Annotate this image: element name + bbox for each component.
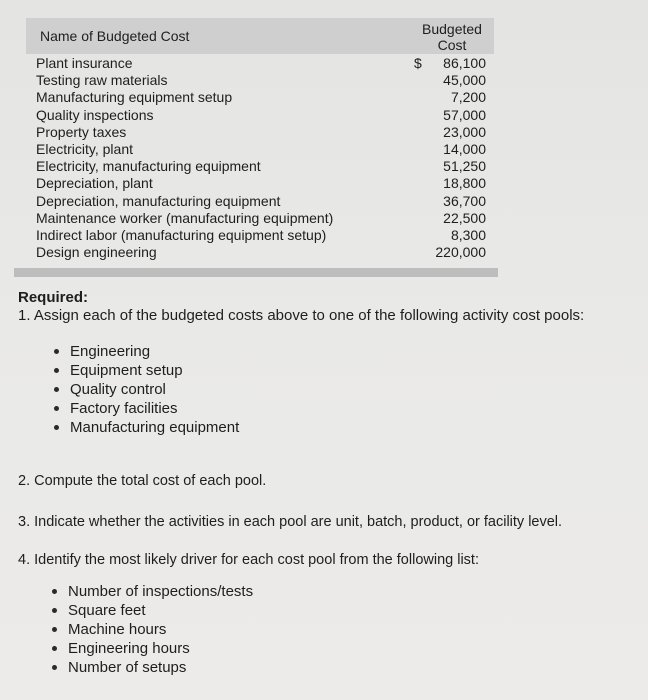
bullet-icon (54, 406, 59, 411)
table-header (26, 18, 494, 54)
row-label: Plant insurance (36, 55, 133, 71)
bullet-icon (52, 589, 57, 594)
row-value: 7,200 (450, 89, 486, 106)
table-bottom-rule (14, 268, 498, 277)
bullet-icon (52, 646, 57, 651)
pool-label: Factory facilities (70, 400, 178, 417)
list-item (50, 601, 253, 620)
driver-label: Engineering hours (68, 640, 190, 657)
row-value: 8,300 (450, 226, 486, 243)
row-value: 18,800 (443, 175, 486, 192)
question-3: 3. Indicate whether the activities in each pool are unit, batch, product, or facility level. (18, 514, 563, 530)
table-row (26, 227, 494, 244)
row-label: Depreciation, manufacturing equipment (36, 192, 281, 209)
bullet-icon (52, 627, 57, 632)
header-budgeted-cost (414, 21, 490, 53)
list-item (50, 620, 253, 639)
driver-label: Square feet (68, 602, 146, 619)
row-value: 23,000 (443, 123, 486, 140)
row-value: 36,700 (443, 192, 486, 209)
table-row (26, 175, 494, 192)
pool-label: Quality control (70, 381, 166, 398)
row-value: 220,000 (435, 244, 486, 261)
table-row (26, 141, 494, 158)
table-row (26, 55, 494, 72)
row-label: Property taxes (36, 123, 127, 140)
bullet-icon (52, 608, 57, 613)
table-body (26, 54, 494, 261)
question-1: 1. Assign each of the budgeted costs above to one of the following activity cost pools: (18, 307, 585, 324)
bullet-icon (54, 425, 59, 430)
header-name-of-budgeted-cost: Name of Budgeted Cost (40, 28, 190, 44)
row-label: Depreciation, plant (36, 175, 153, 192)
row-value: 22,500 (443, 209, 486, 226)
row-label: Design engineering (36, 244, 157, 261)
row-value: 57,000 (443, 106, 486, 123)
row-label: Electricity, manufacturing equipment (36, 158, 261, 175)
required-section (18, 289, 584, 325)
list-item (52, 342, 239, 361)
row-value: 51,250 (443, 158, 486, 175)
bullet-icon (54, 387, 59, 392)
budgeted-cost-table (26, 18, 494, 261)
list-item (50, 582, 253, 601)
table-row (26, 244, 494, 261)
pool-label: Engineering (70, 343, 151, 360)
bullet-icon (52, 665, 57, 670)
list-item (52, 380, 239, 399)
table-row (26, 193, 494, 210)
row-label: Electricity, plant (36, 140, 133, 157)
table-row (26, 210, 494, 227)
pool-label: Manufacturing equipment (70, 419, 240, 436)
question-2: 2. Compute the total cost of each pool. (18, 473, 267, 489)
table-row (26, 158, 494, 175)
bullet-icon (54, 349, 59, 354)
table-row (26, 89, 494, 106)
row-value: 14,000 (443, 140, 486, 157)
list-item (52, 418, 239, 437)
table-row (26, 72, 494, 89)
table-row (26, 107, 494, 124)
pool-label: Equipment setup (70, 362, 183, 379)
list-item (52, 361, 239, 380)
row-label: Quality inspections (36, 106, 154, 123)
cost-drivers-list (50, 582, 253, 677)
list-item (50, 639, 253, 658)
driver-label: Number of inspections/tests (68, 583, 254, 600)
table-row (26, 124, 494, 141)
driver-label: Machine hours (68, 621, 167, 638)
row-label: Maintenance worker (manufacturing equipment) (36, 209, 334, 226)
activity-pools-list (52, 342, 239, 437)
driver-label: Number of setups (68, 659, 187, 676)
list-item (52, 399, 239, 418)
row-label: Manufacturing equipment setup (36, 89, 233, 106)
bullet-icon (54, 368, 59, 373)
row-dollar-sign: $ (414, 55, 422, 71)
row-value: 86,100 (443, 55, 486, 71)
list-item (50, 658, 253, 677)
row-label: Indirect labor (manufacturing equipment setup) (36, 226, 327, 243)
row-value: 45,000 (443, 72, 486, 89)
question-4: 4. Identify the most likely driver for each cost pool from the following list: (18, 552, 479, 568)
required-heading: Required: (18, 289, 89, 306)
row-label: Testing raw materials (36, 72, 168, 89)
header-cost-line2: Cost (437, 37, 467, 53)
header-cost-line1: Budgeted (422, 21, 482, 37)
